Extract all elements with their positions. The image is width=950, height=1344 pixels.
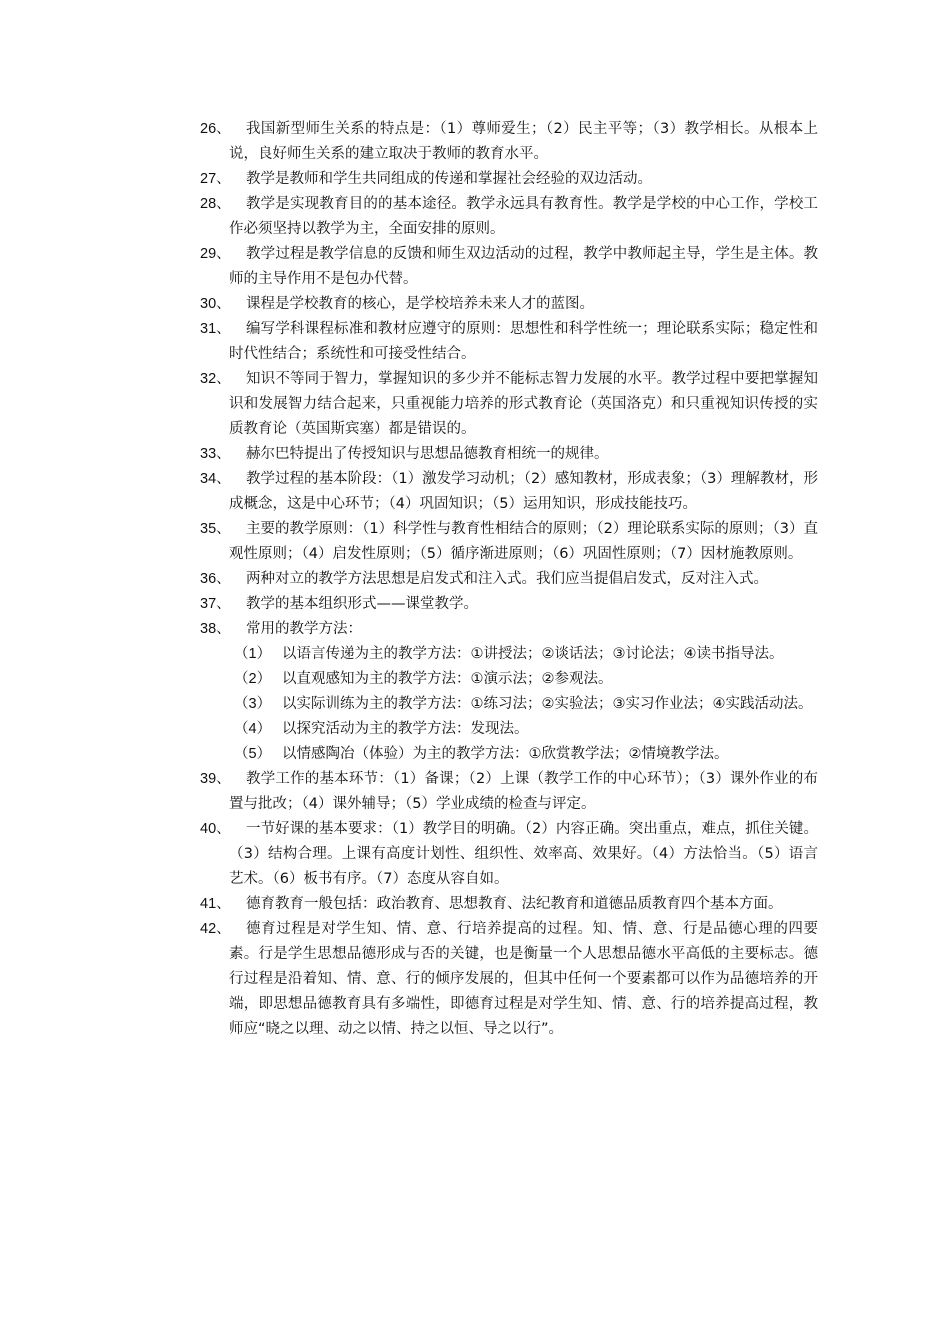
item-number: 28、 (200, 196, 231, 212)
sub-item-text: 以实际训练为主的教学方法：①练习法；②实验法；③实习作业法；④实践活动法。 (282, 696, 813, 712)
item-number: 30、 (200, 296, 231, 312)
list-item (200, 192, 818, 242)
list-item (200, 917, 818, 1042)
item-number: 39、 (200, 771, 231, 787)
list-item (200, 167, 818, 192)
list-item (200, 292, 818, 317)
item-text: 教学的基本组织形式——课堂教学。 (246, 596, 478, 612)
item-text: 赫尔巴特提出了传授知识与思想品德教育相统一的规律。 (246, 446, 609, 462)
item-number: 32、 (200, 371, 231, 387)
item-number: 27、 (200, 171, 231, 187)
sub-item-number: （5） (234, 746, 272, 762)
sub-item-number: （1） (234, 646, 272, 662)
item-number: 41、 (200, 896, 231, 912)
item-number: 26、 (200, 121, 231, 137)
list-item (200, 517, 818, 567)
item-number: 35、 (200, 521, 231, 537)
sub-list-item (200, 692, 818, 717)
list-item (200, 567, 818, 592)
list-item (200, 117, 818, 167)
document-content (200, 117, 818, 1042)
item-text: 主要的教学原则：（1）科学性与教育性相结合的原则；（2）理论联系实际的原则；（3）直观性原则；（4）启发性原则；（5）循序渐进原则；（6）巩固性原则；（7）因材施教原则。 (229, 521, 818, 562)
list-item (200, 892, 818, 917)
list-item (200, 592, 818, 617)
list-item (200, 442, 818, 467)
sub-item-text: 以语言传递为主的教学方法：①讲授法；②谈话法；③讨论法；④读书指导法。 (282, 646, 784, 662)
sub-item-number: （4） (234, 721, 272, 737)
item-text: 课程是学校教育的核心，是学校培养未来人才的蓝图。 (246, 296, 594, 312)
item-number: 33、 (200, 446, 231, 462)
item-text: 常用的教学方法： (246, 621, 362, 637)
list-item (200, 242, 818, 292)
item-number: 40、 (200, 821, 231, 837)
item-text: 知识不等同于智力，掌握知识的多少并不能标志智力发展的水平。教学过程中要把掌握知识和发展智力结合起来，只重视能力培养的形式教育论（英国洛克）和只重视知识传授的实质教育论（英国斯宾塞）都是错误的。 (229, 371, 818, 437)
sub-item-number: （2） (234, 671, 272, 687)
item-text: 德育教育一般包括：政治教育、思想教育、法纪教育和道德品质教育四个基本方面。 (246, 896, 783, 912)
item-text: 两种对立的教学方法思想是启发式和注入式。我们应当提倡启发式，反对注入式。 (246, 571, 768, 587)
sub-item-number: （3） (234, 696, 272, 712)
item-number: 34、 (200, 471, 231, 487)
sub-list-item (200, 642, 818, 667)
sub-list-item (200, 742, 818, 767)
item-number: 42、 (200, 921, 231, 937)
sub-item-text: 以直观感知为主的教学方法：①演示法；②参观法。 (282, 671, 613, 687)
item-number: 29、 (200, 246, 231, 262)
item-text: 编写学科课程标准和教材应遵守的原则：思想性和科学性统一；理论联系实际；稳定性和时代性结合；系统性和可接受性结合。 (229, 321, 818, 362)
item-text: 一节好课的基本要求：（1）教学目的明确。（2）内容正确。突出重点，难点，抓住关键。（3）结构合理。上课有高度计划性、组织性、效率高、效果好。（4）方法恰当。（5）语言艺术。（6）板书有序。（7）态度从容自如。 (229, 821, 818, 887)
item-number: 36、 (200, 571, 231, 587)
sub-item-text: 以情感陶冶（体验）为主的教学方法：①欣赏教学法；②情境教学法。 (282, 746, 729, 762)
item-text: 教学是实现教育目的的基本途径。教学永远具有教育性。教学是学校的中心工作，学校工作必须坚持以教学为主，全面安排的原则。 (229, 196, 818, 237)
item-number: 38、 (200, 621, 231, 637)
list-item (200, 317, 818, 367)
list-item (200, 617, 818, 642)
sub-list-item (200, 717, 818, 742)
list-item (200, 817, 818, 892)
sub-item-text: 以探究活动为主的教学方法：发现法。 (282, 721, 529, 737)
item-text: 德育过程是对学生知、情、意、行培养提高的过程。知、情、意、行是品德心理的四要素。行是学生思想品德形成与否的关键，也是衡量一个人思想品德水平高低的主要标志。德行过程是沿着知、情、意、行的倾序发展的，但其中任何一个要素都可以作为品德培养的开端，即思想品德教育具有多端性，即德育过程是对学生知、情、意、行的培养提高过程，教师应“晓之以理、动之以情、持之以恒、导之以行”。 (229, 921, 818, 1037)
sub-list-item (200, 667, 818, 692)
item-number: 37、 (200, 596, 231, 612)
item-number: 31、 (200, 321, 231, 337)
item-text: 教学工作的基本环节：（1）备课；（2）上课（教学工作的中心环节）；（3）课外作业的布置与批改；（4）课外辅导；（5）学业成绩的检查与评定。 (229, 771, 818, 812)
item-text: 教学是教师和学生共同组成的传递和掌握社会经验的双边活动。 (246, 171, 652, 187)
list-item (200, 367, 818, 442)
item-text: 教学过程的基本阶段：（1）激发学习动机；（2）感知教材，形成表象；（3）理解教材，形成概念，这是中心环节；（4）巩固知识；（5）运用知识，形成技能技巧。 (229, 471, 818, 512)
list-item (200, 767, 818, 817)
item-text: 教学过程是教学信息的反馈和师生双边活动的过程，教学中教师起主导，学生是主体。教师的主导作用不是包办代替。 (229, 246, 818, 287)
item-text: 我国新型师生关系的特点是：（1）尊师爱生；（2）民主平等；（3）教学相长。从根本上说，良好师生关系的建立取决于教师的教育水平。 (229, 121, 818, 162)
list-item (200, 467, 818, 517)
